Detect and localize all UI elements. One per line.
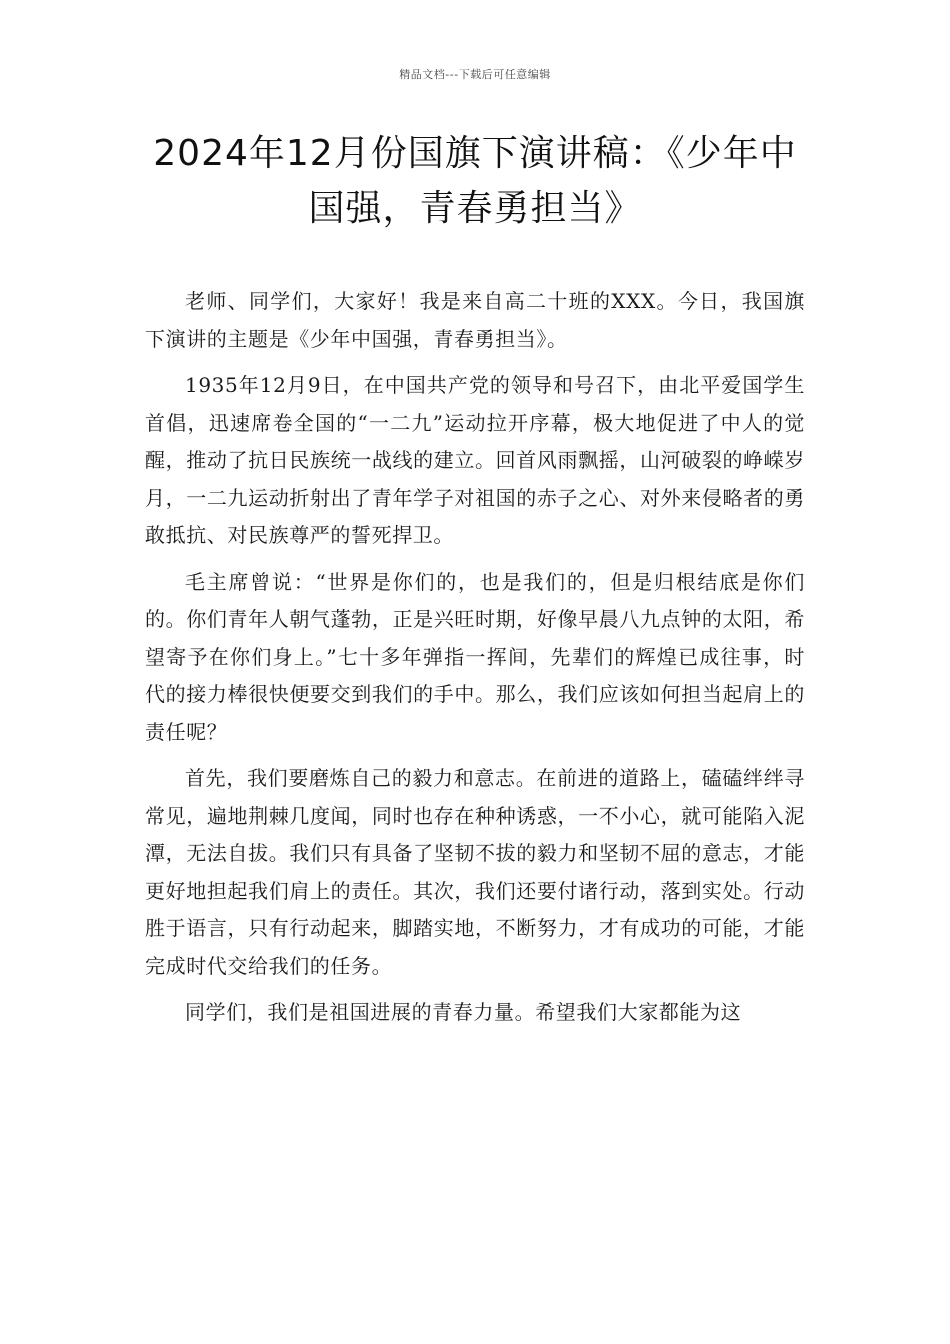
paragraph: 同学们，我们是祖国进展的青春力量。希望我们大家都能为这 [185, 1000, 742, 1024]
document-body [145, 283, 805, 1041]
paragraph: 老师、同学们，大家好！我是来自高二十班的XXX。今日，我国旗下演讲的主题是《少年中国强，青春勇担当》。 [145, 289, 805, 351]
document-title: 2024年12月份国旗下演讲稿：《少年中国强，青春勇担当》 [153, 133, 797, 229]
paragraph: 1935年12月9日，在中国共产党的领导和号召下，由北平爱国学生首倡，迅速席卷全国的“一二九”运动拉开序幕，极大地促进了中人的觉醒，推动了抗日民族统一战线的建立。回首风雨飘摇，山河破裂的峥嵘岁月，一二九运动折射出了青年学子对祖国的赤子之心、对外来侵略者的勇敢抵抗、对民族尊严的誓死捍卫。 [145, 373, 805, 547]
page-header-watermark: 精品文档---下载后可任意编辑 [399, 68, 551, 81]
paragraph: 毛主席曾说：“世界是你们的，也是我们的，但是归根结底是你们的。你们青年人朝气蓬勃，正是兴旺时期，好像早晨八九点钟的太阳，希望寄予在你们身上。”七十多年弹指一挥间，先辈们的辉煌已成往事，时代的接力棒很快便要交到我们的手中。那么，我们应该如何担当起肩上的责任呢？ [145, 569, 805, 744]
paragraph: 首先，我们要磨炼自己的毅力和意志。在前进的道路上，磕磕绊绊寻常见，遍地荆棘几度闻，同时也存在种种诱惑，一不小心，就可能陷入泥潭，无法自拔。我们只有具备了坚韧不拔的毅力和坚韧不屈的意志，才能更好地担起我们肩上的责任。其次，我们还要付诸行动，落到实处。行动胜于语言，只有行动起来，脚踏实地，不断努力，才有成功的可能，才能完成时代交给我们的任务。 [145, 766, 805, 978]
